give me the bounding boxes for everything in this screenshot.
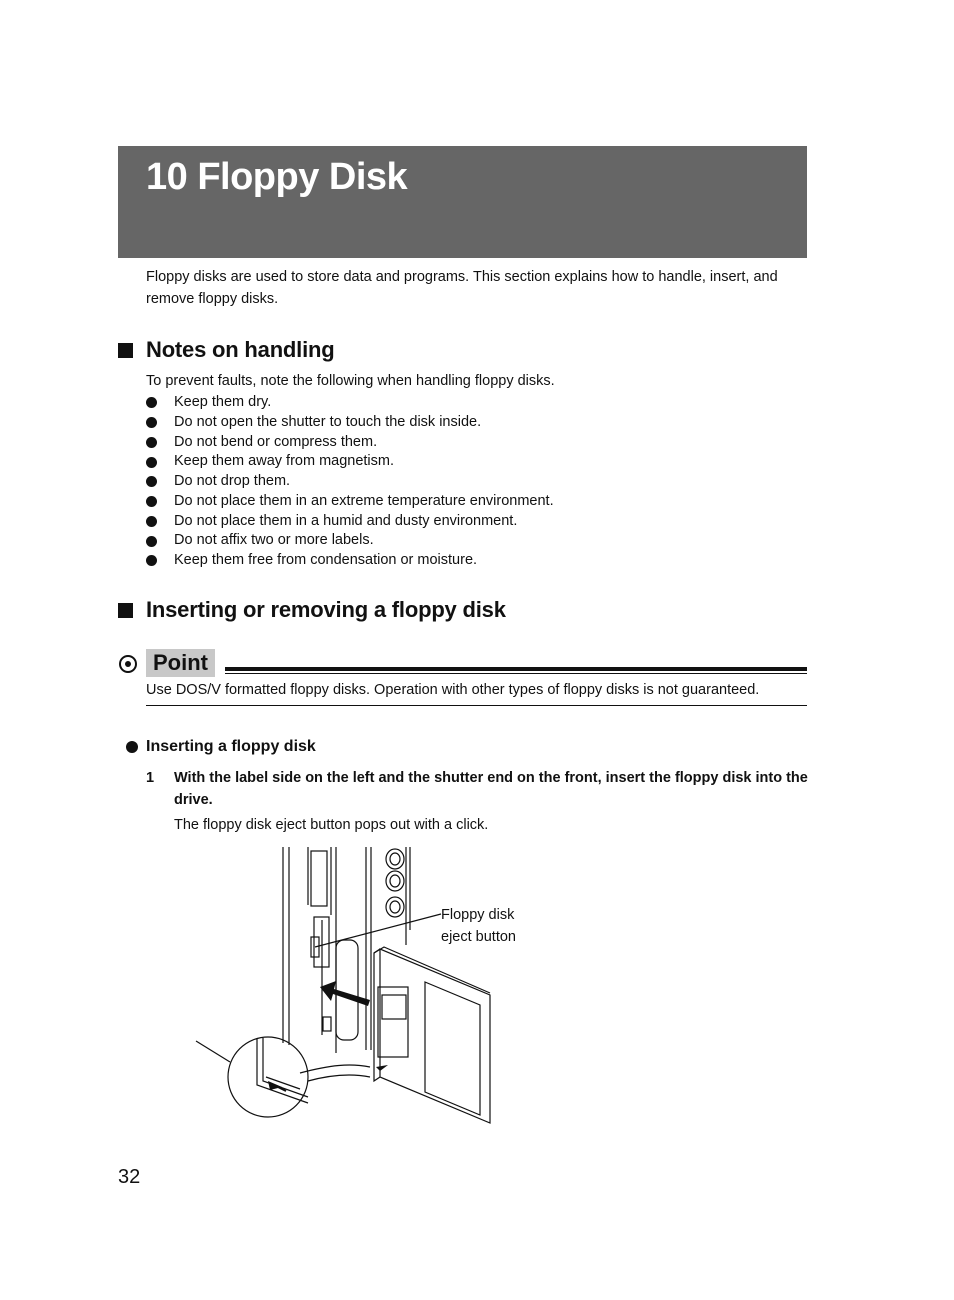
list-item <box>146 492 554 512</box>
point-label: Point <box>146 649 215 677</box>
list-item <box>146 413 554 433</box>
section-heading-inserting <box>118 597 506 623</box>
subheading-inserting <box>126 738 316 756</box>
list-item <box>146 393 554 413</box>
list-item-text: Do not place them in a humid and dusty environment. <box>174 512 518 529</box>
page-number: 32 <box>118 1166 141 1188</box>
bullet-icon <box>146 437 157 448</box>
callout-line-2: eject button <box>441 929 516 945</box>
square-bullet-icon <box>118 603 133 618</box>
step-number: 1 <box>146 770 155 786</box>
step-instruction: With the label side on the left and the shutter end on the front, insert the floppy disk into the drive. <box>174 770 808 808</box>
list-item <box>146 531 554 551</box>
bullet-icon <box>146 457 157 468</box>
list-item <box>146 551 554 571</box>
list-item-text: Do not drop them. <box>174 473 291 489</box>
section-heading-handling <box>118 337 334 363</box>
list-item-text: Do not place them in an extreme temperature environment. <box>174 492 554 509</box>
chapter-banner <box>118 146 807 258</box>
bullet-icon <box>126 741 138 753</box>
bullet-icon <box>146 536 157 547</box>
list-item-text: Keep them free from condensation or moisture. <box>174 552 478 568</box>
bullet-icon <box>146 397 157 408</box>
list-item-text: Do not bend or compress them. <box>174 433 378 450</box>
list-item-text: Do not affix two or more labels. <box>174 532 374 549</box>
point-bottom-rule <box>146 705 807 706</box>
bullet-icon <box>146 476 157 487</box>
list-item <box>146 452 554 472</box>
intro-paragraph: Floppy disks are used to store data and programs. This section explains how to handle, insert, and remove floppy disks. <box>146 269 778 307</box>
floppy-disk-insertion-illustration <box>190 845 540 1130</box>
point-header <box>118 649 807 679</box>
handling-list <box>146 393 554 571</box>
list-item <box>146 512 554 532</box>
chapter-title: 10 Floppy Disk <box>146 156 408 198</box>
point-target-icon <box>119 655 137 673</box>
square-bullet-icon <box>118 343 133 358</box>
section-heading-text: Inserting or removing a floppy disk <box>146 597 506 622</box>
subheading-text: Inserting a floppy disk <box>146 738 316 755</box>
bullet-icon <box>146 417 157 428</box>
section-heading-text: Notes on handling <box>146 337 335 362</box>
list-item <box>146 472 554 492</box>
callout-line-1: Floppy disk <box>441 907 515 923</box>
bullet-icon <box>146 496 157 507</box>
bullet-icon <box>146 555 157 566</box>
list-item-text: Keep them away from magnetism. <box>174 453 395 470</box>
list-item-text: Keep them dry. <box>174 394 272 410</box>
figure-callout <box>441 904 516 948</box>
list-item <box>146 433 554 453</box>
point-text: Use DOS/V formatted floppy disks. Operation with other types of floppy disks is not guaranteed. <box>146 682 760 698</box>
point-divider-thin <box>225 673 807 674</box>
point-divider <box>225 667 807 671</box>
bullet-icon <box>146 516 157 527</box>
list-item-text: Do not open the shutter to touch the disk inside. <box>174 413 482 430</box>
handling-lead: To prevent faults, note the following when handling floppy disks. <box>146 373 555 389</box>
step-note: The floppy disk eject button pops out with a click. <box>174 817 489 833</box>
